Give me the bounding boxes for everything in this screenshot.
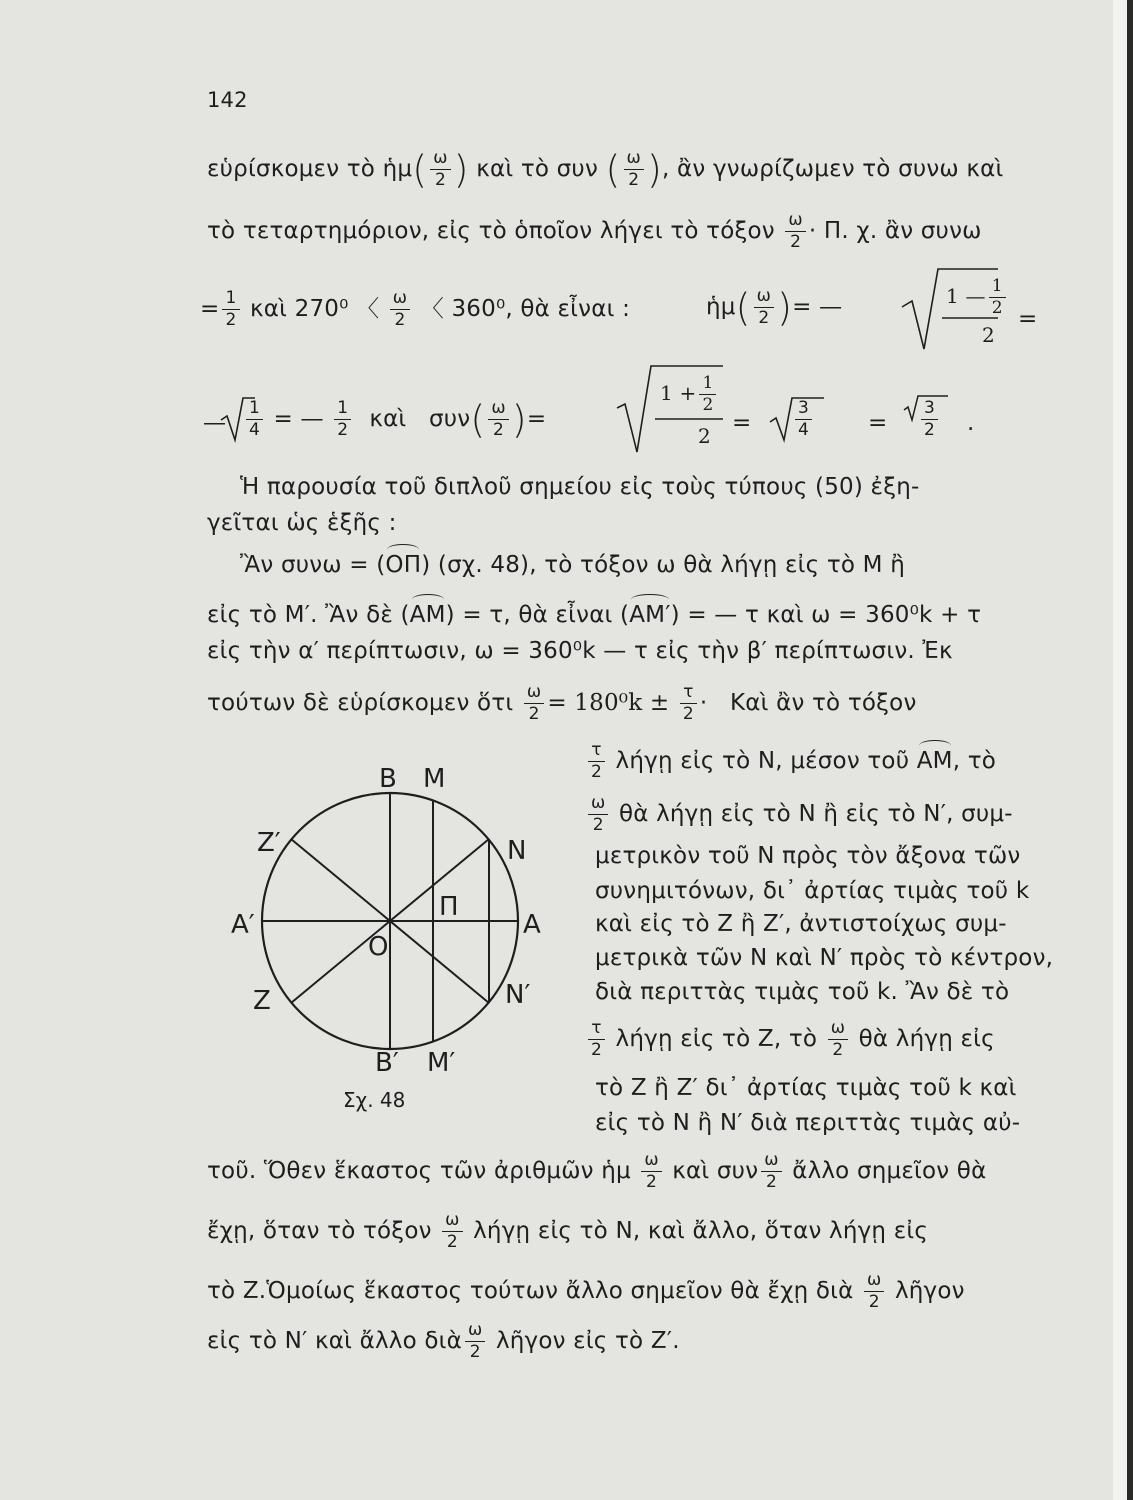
text: · Π. χ. ἂν συνω	[808, 218, 982, 244]
text: , ἂν γνωρίζωμεν τὸ συνω καὶ	[662, 156, 1004, 182]
text: καὶ τὸ συν	[476, 156, 598, 182]
label-Z: Ζ	[253, 986, 271, 1016]
figure-caption: Σχ. 48	[343, 1088, 406, 1112]
p2-line1: Ἡ παρουσία τοῦ διπλοῦ σημείου εἰς τοὺς τύπους (50) ἐξη-	[240, 474, 920, 500]
label-P: Π	[439, 892, 459, 922]
label-M: Μ	[423, 764, 446, 794]
p3-line13: τὸ Ζ ἢ Ζ′ δι᾽ ἀρτίας τιμὰς τοῦ k καὶ	[595, 1075, 1017, 1101]
p3-line17: τὸ Ζ.Ὁμοίως ἕκαστος τούτων ἄλλο σημεῖον θὰ ἔχῃ διὰ $\frac{\omega}{2}$ λῆγον	[207, 1270, 965, 1312]
sqrt-inner: 1 — $\frac{1}{2}$	[946, 278, 1009, 317]
p2-line2: γεῖται ὡς ἑξῆς :	[207, 510, 397, 536]
text: 〈 360⁰, θὰ εἶναι :	[420, 296, 631, 322]
text: τὸ τεταρτημόριον, εἰς τὸ ὁποῖον λήγει τὸ τόξον	[207, 218, 775, 244]
label-Mprime: Μ′	[427, 1048, 456, 1078]
p3-line14: εἰς τὸ Ν ἢ Ν′ διὰ περιττὰς τιμὰς αὐ-	[595, 1110, 1021, 1136]
sqrt-den: 2	[698, 424, 711, 448]
p3-line9: καὶ εἰς τὸ Ζ ἢ Ζ′, ἀντιστοίχως συμ-	[595, 911, 1007, 937]
p3-line10: μετρικὰ τῶν Ν καὶ Ν′ πρὸς τὸ κέντρον,	[595, 945, 1054, 971]
fraction: $\frac{\omega}{2}$	[624, 150, 644, 189]
p3-line4: τούτων δὲ εὑρίσκομεν ὅτι $\frac{\omega}{2}$ = 180⁰k ± $\frac{\tau}{2}$ · Καὶ ἂν τὸ τόξον	[207, 682, 917, 724]
p1-line3: = $\frac{1}{2}$ καὶ 270⁰ 〈 $\frac{\omega}{2}$ 〈 360⁰, θὰ εἶναι :	[200, 288, 631, 330]
label-Bprime: Β′	[375, 1048, 399, 1078]
p1-line2	[207, 212, 982, 251]
sqrt-frac: $\frac{3}{2}$	[918, 400, 941, 439]
fraction: $\frac{\omega}{2}$	[430, 150, 450, 189]
label-Zprime: Ζ′	[257, 828, 281, 858]
p3-line2: εἰς τὸ Μ′. Ἂν δὲ (ΑΜ) = τ, θὰ εἶναι (ΑΜ′) = — τ καὶ ω = 360⁰k + τ	[207, 602, 982, 628]
p3-line15: τοῦ. Ὅθεν ἕκαστος τῶν ἀριθμῶν ἡμ $\frac{\omega}{2}$ καὶ συν $\frac{\omega}{2}$ ἄλλο σημεῖον θὰ	[207, 1150, 987, 1192]
page-edge-light	[1113, 0, 1127, 1500]
equals: =	[868, 410, 888, 436]
label-B: Β	[379, 764, 397, 794]
equals: =	[1018, 306, 1038, 332]
p3-line18: εἰς τὸ Ν′ καὶ ἄλλο διὰ $\frac{\omega}{2}$ λῆγον εἰς τὸ Ζ′.	[207, 1320, 680, 1362]
figure-48-diagram	[225, 763, 555, 1143]
label-O: Ο	[368, 932, 389, 962]
text: καὶ 270⁰ 〈	[250, 296, 380, 322]
sqrt-frac: $\frac{3}{4}$	[792, 400, 815, 439]
sqrt-den: 2	[982, 323, 995, 347]
neg-sign: —	[203, 410, 227, 436]
text: εὑρίσκομεν τὸ ἡμ	[207, 156, 413, 182]
p3-line16: ἔχῃ, ὅταν τὸ τόξον $\frac{\omega}{2}$ λήγῃ εἰς τὸ Ν, καὶ ἄλλο, ὅταν λήγῃ εἰς	[207, 1210, 929, 1252]
equals: =	[732, 410, 752, 436]
label-N: Ν	[507, 836, 527, 866]
label-Aprime: Α′	[231, 910, 255, 940]
fraction: $\frac{\omega}{2}$	[785, 212, 805, 251]
p3-line7: μετρικὸν τοῦ Ν πρὸς τὸν ἄξονα τῶν	[595, 843, 1021, 869]
page-number: 142	[207, 88, 248, 112]
p1-line4: $\frac{1}{4}$ = — $\frac{1}{2}$ καὶ συν( $\frac{\omega}{2}$ )=	[243, 400, 546, 439]
p3-line6: $\frac{\omega}{2}$ θὰ λήγῃ εἰς τὸ Ν ἢ εἰς τὸ Ν′, συμ-	[585, 795, 1013, 834]
p3-line5: $\frac{\tau}{2}$ λήγῃ εἰς τὸ Ν, μέσον τοῦ ΑΜ, τὸ	[585, 742, 996, 781]
page-edge-dark	[1127, 0, 1133, 1500]
p3-line3: εἰς τὴν α′ περίπτωσιν, ω = 360⁰k — τ εἰς τὴν β′ περίπτωσιν. Ἐκ	[207, 638, 953, 664]
label-Nprime: Ν′	[505, 980, 531, 1010]
period: .	[967, 410, 975, 436]
p1-line3-formula: ἡμ( $\frac{\omega}{2}$ )= —	[706, 285, 843, 330]
p3-line11: διὰ περιττὰς τιμὰς τοῦ k. Ἂν δὲ τὸ	[595, 979, 1010, 1005]
p1-line1: εὑρίσκομεν τὸ ἡμ( $\frac{\omega}{2}$ ) καὶ τὸ συν ( $\frac{\omega}{2}$ ), ἂν γνωρίζωμεν τὸ συνω καὶ	[207, 147, 1004, 192]
p3-line1: Ἂν συνω = (ΟΠ) (σχ. 48), τὸ τόξον ω θὰ λήγῃ εἰς τὸ Μ ἢ	[240, 552, 906, 578]
label-A: Α	[523, 910, 541, 940]
p3-line12: $\frac{\tau}{2}$ λήγῃ εἰς τὸ Ζ, τὸ $\frac{\omega}{2}$ θὰ λήγῃ εἰς	[585, 1020, 995, 1059]
p3-line8: συνημιτόνων, δι᾽ ἀρτίας τιμὰς τοῦ k	[595, 878, 1030, 904]
sqrt-inner: 1 + $\frac{1}{2}$	[660, 375, 719, 414]
